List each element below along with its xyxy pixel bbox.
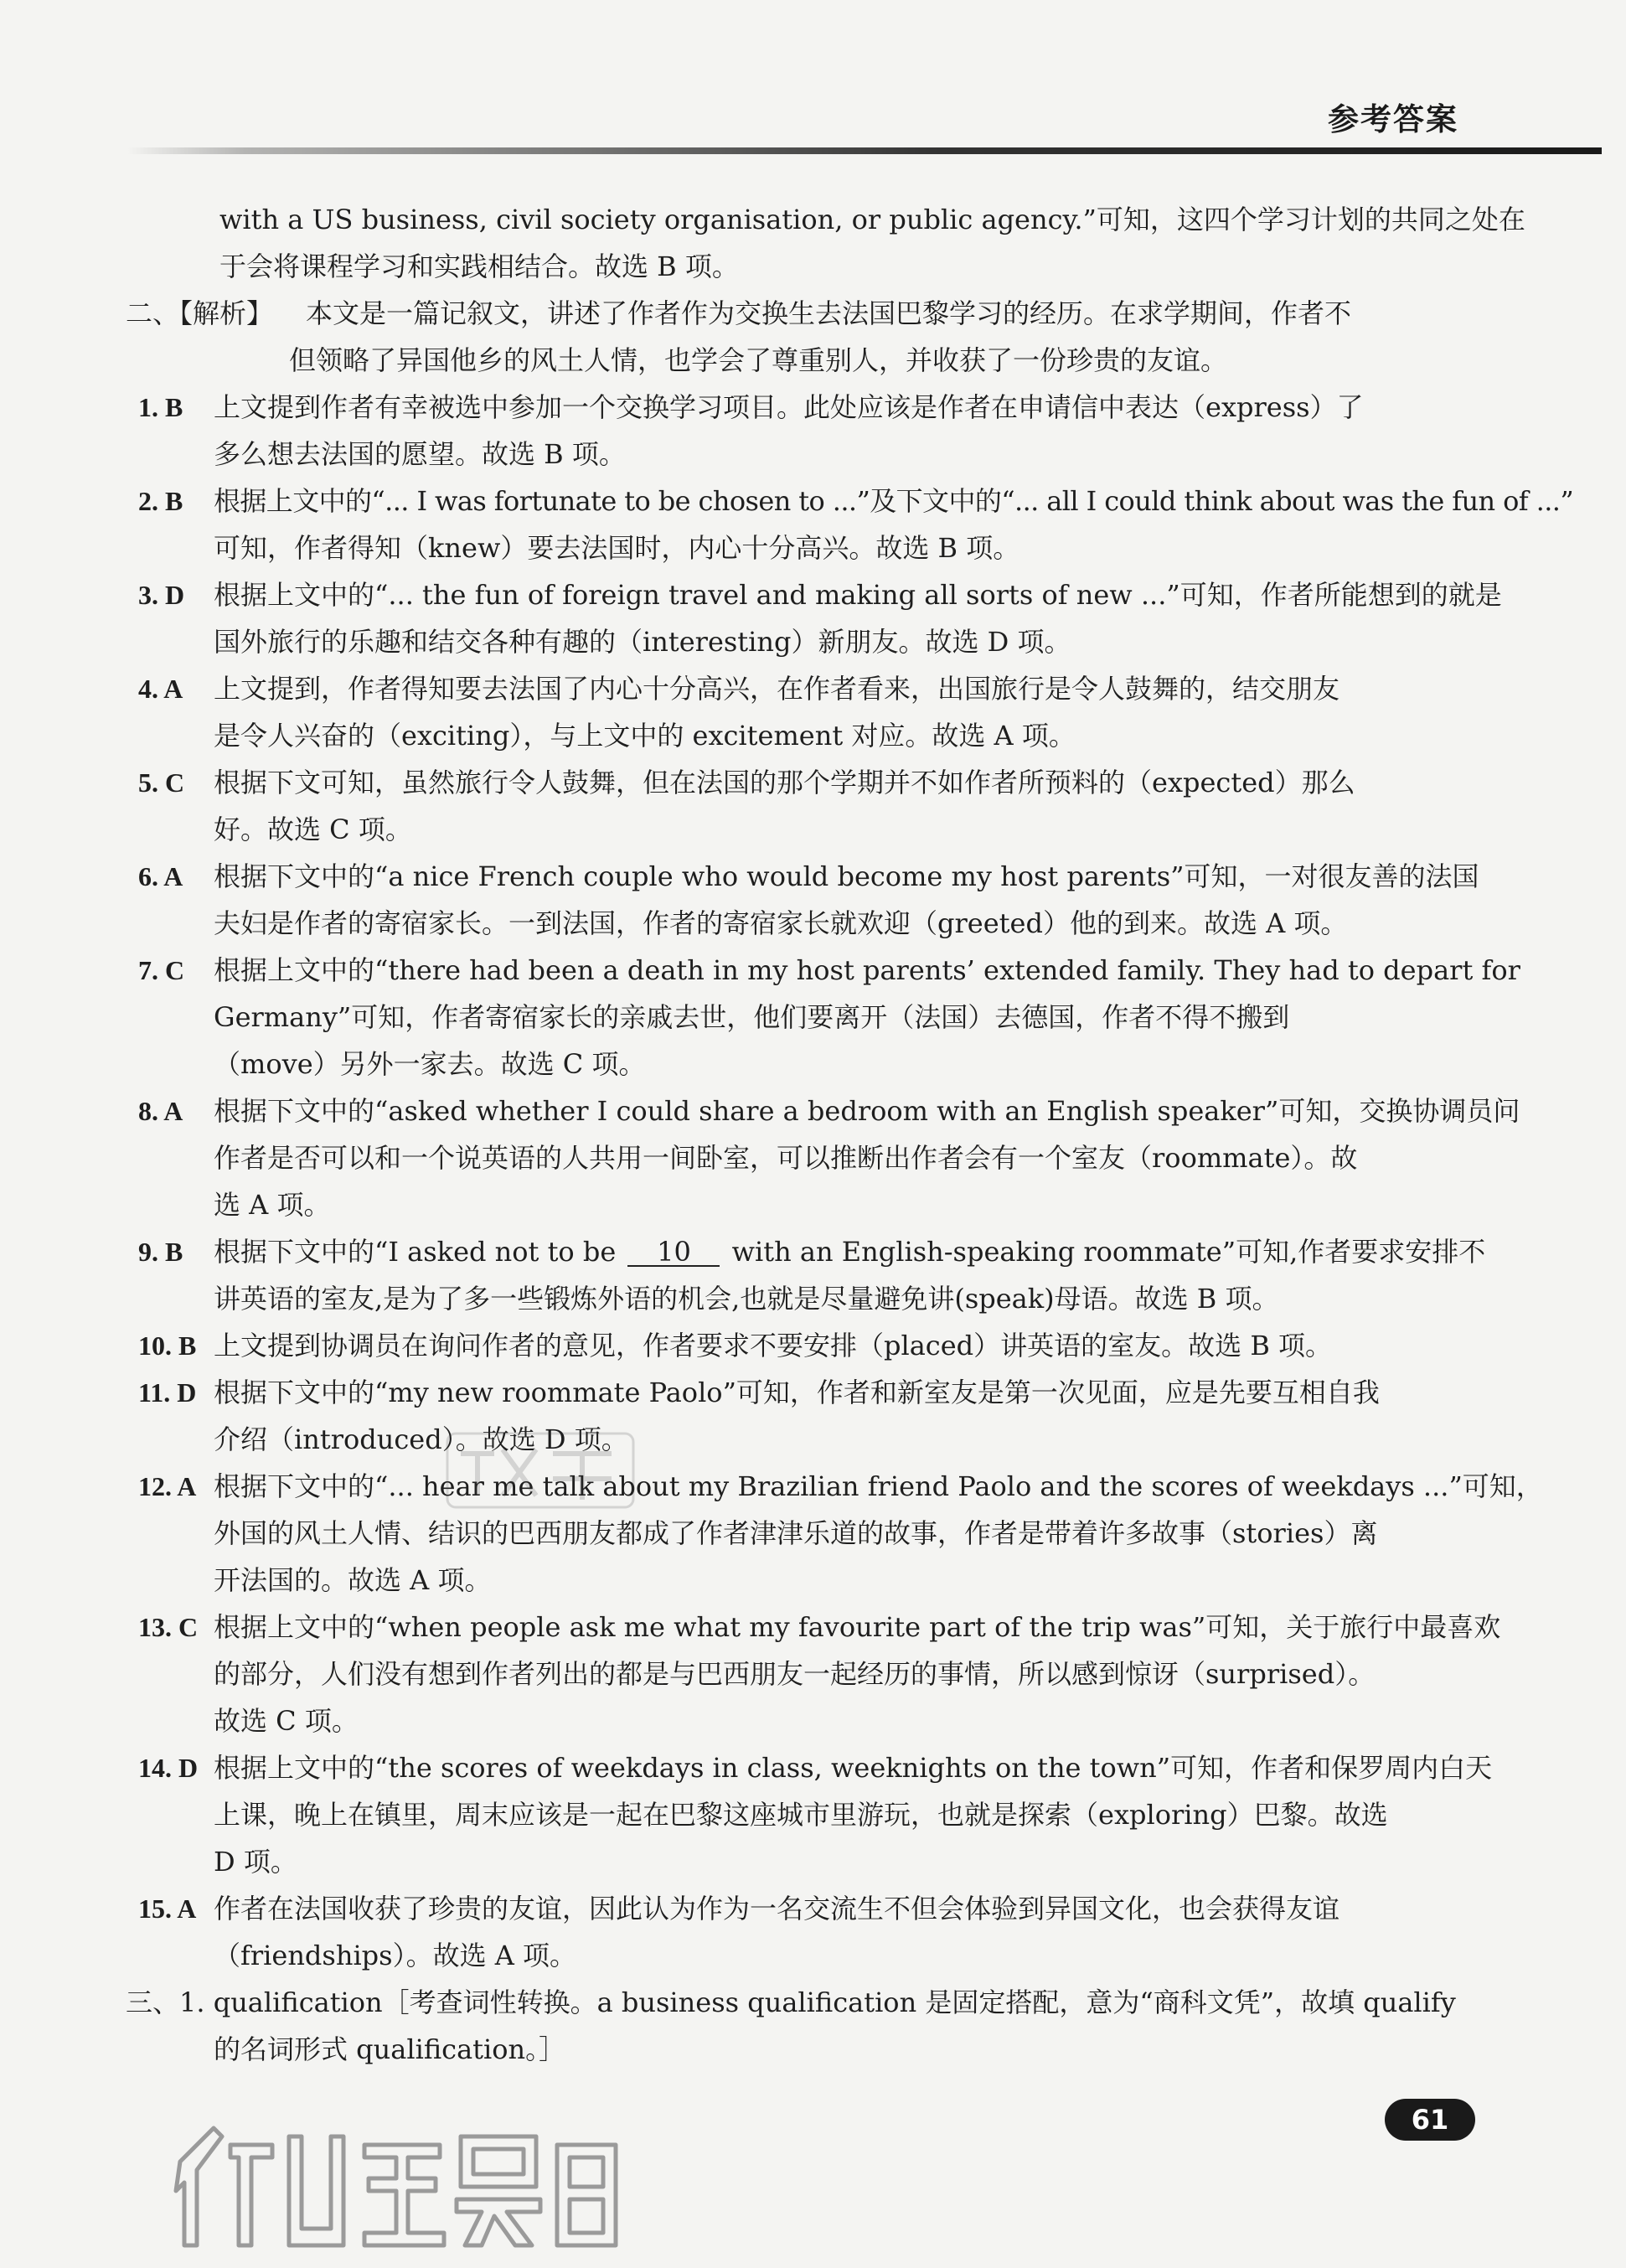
- header-title: 参考答案: [1328, 101, 1458, 137]
- answer-number: 2. B: [138, 486, 183, 516]
- answer-number: 6. A: [138, 861, 183, 891]
- answer-line-post: with an English-speaking roommate”可知,作者要求安排不: [731, 1236, 1486, 1268]
- answer-line: 根据下文可知，虽然旅行令人鼓舞，但在法国的那个学期并不如作者所预料的（expected）那么: [214, 767, 1355, 798]
- answer-line: 上课，晚上在镇里，周末应该是一起在巴黎这座城市里游玩，也就是探索（exploring）巴黎。故选: [214, 1799, 1388, 1831]
- answer-number: 8. A: [138, 1096, 183, 1126]
- answer-line: 上文提到协调员在询问作者的意见，作者要求不要安排（placed）讲英语的室友。故选 B 项。: [214, 1330, 1333, 1361]
- answer-line: 国外旅行的乐趣和结交各种有趣的（interesting）新朋友。故选 D 项。: [214, 626, 1071, 658]
- answer-line: 根据上文中的“the scores of weekdays in class, weeknights on the town”可知，作者和保罗周内白天: [214, 1752, 1493, 1784]
- answer-line: （friendships）。故选 A 项。: [214, 1940, 577, 1971]
- answer-line: 夫妇是作者的寄宿家长。一到法国，作者的寄宿家长就欢迎（greeted）他的到来。故选 A 项。: [214, 907, 1348, 939]
- answer-line: 好。故选 C 项。: [214, 814, 412, 845]
- answer-number: 9. B: [138, 1237, 183, 1267]
- answer-number: 11. D: [138, 1377, 197, 1408]
- answer-line: 根据下文中的“asked whether I could share a bedroom with an English speaker”可知，交换协调员问: [214, 1095, 1520, 1127]
- answer-line: 介绍（introduced）。故选 D 项。: [214, 1423, 628, 1455]
- header-rule: [127, 147, 1602, 154]
- page-number-badge: 61: [1385, 2099, 1475, 2141]
- answer-line: 可知，作者得知（knew）要去法国时，内心十分高兴。故选 B 项。: [214, 532, 1020, 564]
- answer-number: 5. C: [138, 767, 185, 798]
- answer-line: 讲英语的室友,是为了多一些锻炼外语的机会,也就是尽量避免讲(speak)母语。故选 B 项。: [214, 1283, 1279, 1315]
- answer-line: D 项。: [214, 1846, 297, 1878]
- answer-line: 作者是否可以和一个说英语的人共用一间卧室，可以推断出作者会有一个室友（roommate）。故: [214, 1142, 1358, 1174]
- answer-line: 故选 C 项。: [214, 1705, 359, 1737]
- answer-line: 开法国的。故选 A 项。: [214, 1564, 492, 1596]
- blank-number: 10: [627, 1238, 720, 1267]
- answer-number: 13. C: [138, 1612, 199, 1642]
- answer-line: 根据下文中的“... hear me talk about my Brazilian friend Paolo and the scores of weekdays ...”可知，: [214, 1470, 1543, 1502]
- answer-line: 根据上文中的“there had been a death in my host parents’ extended family. They had to depart for: [214, 954, 1520, 986]
- answer-line: 上文提到作者有幸被选中参加一个交换学习项目。此处应该是作者在申请信中表达（express）了: [214, 391, 1364, 423]
- answer-number: 7. C: [138, 955, 185, 985]
- answer-number: 14. D: [138, 1753, 199, 1783]
- answer-number: 1. B: [138, 392, 183, 422]
- answer-line: 根据上文中的“... I was fortunate to be chosen to ...”及下文中的“... all I could think about was the fun of ...”: [214, 485, 1574, 517]
- answer-line: 的部分，人们没有想到作者列出的都是与巴西朋友一起经历的事情，所以感到惊讶（surprised）。: [214, 1658, 1376, 1690]
- answer-number: 15. A: [138, 1893, 197, 1924]
- answer-line: Germany”可知，作者寄宿家长的亲戚去世，他们要离开（法国）去德国，作者不得不搬到: [214, 1001, 1290, 1033]
- answer-line-pre: 根据下文中的“I asked not to be: [214, 1236, 617, 1268]
- bottom-watermark: [163, 2111, 632, 2262]
- section3-line: 三、1. qualification［考查词性转换。a business qualification 是固定搭配，意为“商科文凭”，故填 qualify: [126, 1986, 1456, 2018]
- answer-line: 外国的风土人情、结识的巴西朋友都成了作者津津乐道的故事，作者是带着许多故事（stories）离: [214, 1517, 1378, 1549]
- answer-line: 上文提到，作者得知要去法国了内心十分高兴，在作者看来，出国旅行是令人鼓舞的，结交朋友: [214, 673, 1340, 705]
- answer-line: 作者在法国收获了珍贵的友谊，因此认为作为一名交流生不但会体验到异国文化，也会获得友谊: [214, 1893, 1340, 1924]
- answer-line: [214, 1233, 1486, 1270]
- intro-line: with a US business, civil society organisation, or public agency.”可知，这四个学习计划的共同之处在: [219, 204, 1525, 235]
- answer-number: 12. A: [138, 1471, 197, 1501]
- answer-line: 根据上文中的“... the fun of foreign travel and making all sorts of new ...”可知，作者所能想到的就是: [214, 579, 1502, 611]
- stamp-watermark: [444, 1428, 637, 1512]
- answer-line: 根据下文中的“a nice French couple who would become my host parents”可知，一对很友善的法国: [214, 860, 1479, 892]
- section3-line: 的名词形式 qualification。］: [214, 2033, 566, 2065]
- answer-number: 10. B: [138, 1330, 197, 1361]
- answer-line: 根据上文中的“when people ask me what my favourite part of the trip was”可知，关于旅行中最喜欢: [214, 1611, 1501, 1643]
- section2-summary-line: 但领略了异国他乡的风土人情，也学会了尊重别人，并收获了一份珍贵的友谊。: [289, 344, 1228, 376]
- answer-number: 4. A: [138, 674, 183, 704]
- answer-line: 多么想去法国的愿望。故选 B 项。: [214, 438, 626, 470]
- answer-line: 选 A 项。: [214, 1189, 331, 1221]
- section2-label: 二、【解析】: [126, 297, 274, 329]
- answer-line: 根据下文中的“my new roommate Paolo”可知，作者和新室友是第一次见面，应是先要互相自我: [214, 1377, 1380, 1408]
- answer-number: 3. D: [138, 580, 185, 610]
- section2-summary-line: 本文是一篇记叙文，讲述了作者作为交换生去法国巴黎学习的经历。在求学期间，作者不: [306, 297, 1352, 329]
- answer-line: （move）另外一家去。故选 C 项。: [214, 1048, 646, 1080]
- answer-line: 是令人兴奋的（exciting），与上文中的 excitement 对应。故选 A 项。: [214, 720, 1076, 752]
- intro-line: 于会将课程学习和实践相结合。故选 B 项。: [219, 251, 739, 282]
